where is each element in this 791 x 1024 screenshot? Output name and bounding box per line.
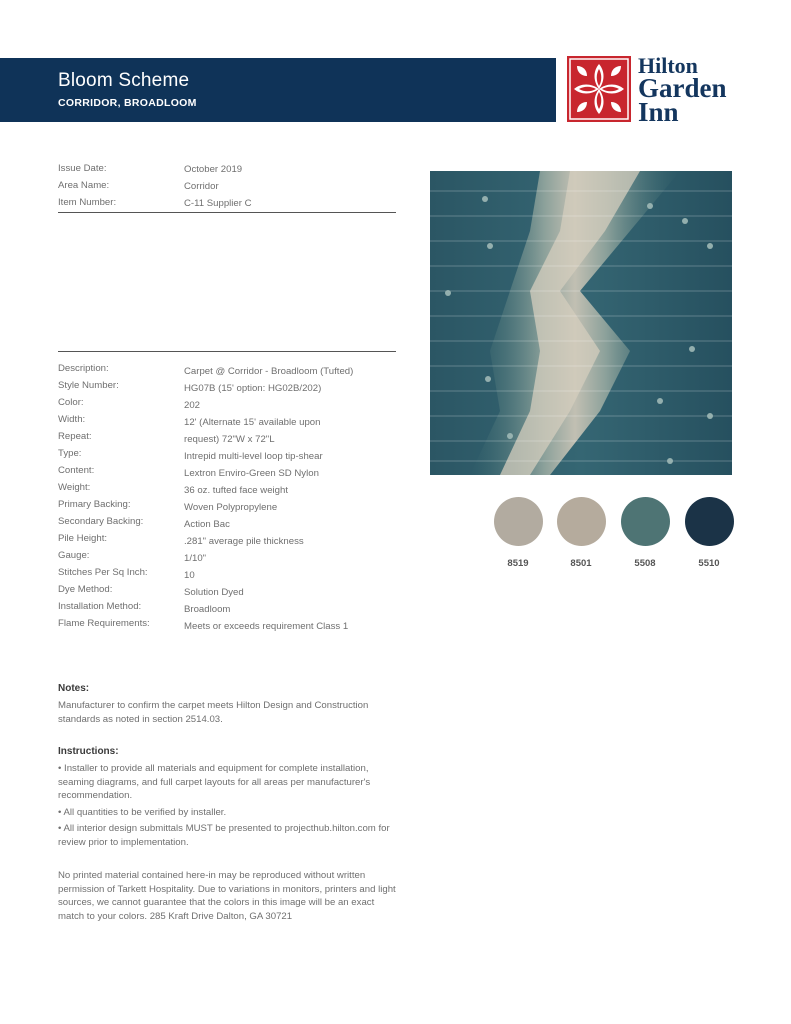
divider <box>58 351 396 352</box>
color-code-label: 8501 <box>570 558 592 569</box>
flower-logo-icon <box>567 56 631 122</box>
spec-table <box>58 363 396 635</box>
spec-value: Woven Polypropylene <box>184 502 278 513</box>
spec-label: Primary Backing: <box>58 499 131 510</box>
meta-row-issue-date <box>58 163 396 180</box>
spec-row <box>58 499 396 516</box>
spec-row <box>58 397 396 414</box>
spec-row <box>58 618 396 635</box>
spec-row <box>58 550 396 567</box>
meta-table <box>58 163 396 214</box>
spec-row <box>58 414 396 431</box>
spec-label: Repeat: <box>58 431 92 442</box>
spec-label: Pile Height: <box>58 533 108 544</box>
spec-label: Description: <box>58 363 109 374</box>
logo-line-inn: Inn <box>638 97 679 128</box>
color-code-label: 5510 <box>698 558 720 569</box>
spec-value: Action Bac <box>184 519 230 530</box>
logo-line-garden: Garden <box>638 72 727 103</box>
instruction-item: • Installer to provide all materials and equipment for complete installation, seaming diagrams, and full carpet layouts for all areas per manufacturer's recommendation. <box>58 763 371 801</box>
spec-value: Carpet @ Corridor - Broadloom (Tufted) <box>184 366 354 377</box>
spec-label: Flame Requirements: <box>58 618 150 629</box>
instructions-list <box>58 762 403 852</box>
spec-row <box>58 448 396 465</box>
spec-value: 36 oz. tufted face weight <box>184 485 288 496</box>
meta-row-area-name <box>58 180 396 197</box>
spec-row <box>58 363 396 380</box>
meta-label: Issue Date: <box>58 163 107 174</box>
color-chip-8519 <box>494 497 543 546</box>
color-chip-5510 <box>685 497 734 546</box>
spec-label: Content: <box>58 465 95 476</box>
meta-value: C-11 Supplier C <box>184 198 252 209</box>
color-chip-8501 <box>557 497 606 546</box>
logo-line-hilton: Hilton <box>638 53 698 78</box>
spec-row <box>58 516 396 533</box>
logo-wordmark <box>638 53 727 128</box>
spec-value: .281" average pile thickness <box>184 536 304 547</box>
spec-value: Intrepid multi-level loop tip-shear <box>184 451 323 462</box>
spec-row <box>58 601 396 618</box>
spec-label: Style Number: <box>58 380 119 391</box>
meta-label: Area Name: <box>58 180 110 191</box>
instructions-heading: Instructions: <box>58 746 119 757</box>
spec-label: Stitches Per Sq Inch: <box>58 567 148 578</box>
spec-value: Lextron Enviro-Green SD Nylon <box>184 468 319 479</box>
spec-value: 1/10" <box>184 553 207 564</box>
spec-row <box>58 380 396 397</box>
notes-heading: Notes: <box>58 683 90 694</box>
spec-row <box>58 431 396 448</box>
spec-value: 12' (Alternate 15' available upon <box>184 417 321 428</box>
spec-value: Broadloom <box>184 604 231 615</box>
hilton-garden-inn-logo <box>567 53 747 128</box>
spec-label: Gauge: <box>58 550 90 561</box>
spec-value: 202 <box>184 400 201 411</box>
meta-label: Item Number: <box>58 197 117 208</box>
divider <box>58 212 396 213</box>
page-title: Bloom Scheme <box>58 70 190 91</box>
carpet-swatch-image <box>430 171 732 475</box>
spec-value: 10 <box>184 570 195 581</box>
spec-label: Installation Method: <box>58 601 142 612</box>
spec-row <box>58 567 396 584</box>
meta-value: Corridor <box>184 181 219 192</box>
instruction-item: • All quantities to be verified by installer. <box>58 806 227 818</box>
spec-label: Weight: <box>58 482 91 493</box>
spec-row <box>58 584 396 601</box>
spec-value: Meets or exceeds requirement Class 1 <box>184 621 349 632</box>
spec-label: Color: <box>58 397 84 408</box>
notes-text: Manufacturer to confirm the carpet meets Hilton Design and Construction standards as noted in section 2514.03. <box>58 700 369 725</box>
spec-value: HG07B (15' option: HG02B/202) <box>184 383 322 394</box>
spec-row <box>58 465 396 482</box>
color-code-label: 8519 <box>507 558 529 569</box>
spec-label: Dye Method: <box>58 584 113 595</box>
meta-value: October 2019 <box>184 164 243 175</box>
color-code-label: 5508 <box>634 558 656 569</box>
spec-row <box>58 533 396 550</box>
spec-value: Solution Dyed <box>184 587 244 598</box>
page-subtitle: CORRIDOR, BROADLOOM <box>58 97 197 109</box>
disclaimer-text: No printed material contained here-in may be reproduced without written permission of Tarkett Hospitality. Due to variations in monitors, printers and light sources, we cannot guarantee that the colors in this image will be an exact match to your colors. 285 Kraft Drive Dalton, GA 30721 <box>58 870 396 922</box>
spec-label: Width: <box>58 414 86 425</box>
instruction-item: • All interior design submittals MUST be presented to projecthub.hilton.com for review prior to implementation. <box>58 823 390 848</box>
spec-value: request) 72"W x 72"L <box>184 434 275 445</box>
spec-label: Type: <box>58 448 82 459</box>
color-chip-5508 <box>621 497 670 546</box>
spec-label: Secondary Backing: <box>58 516 144 527</box>
spec-row <box>58 482 396 499</box>
